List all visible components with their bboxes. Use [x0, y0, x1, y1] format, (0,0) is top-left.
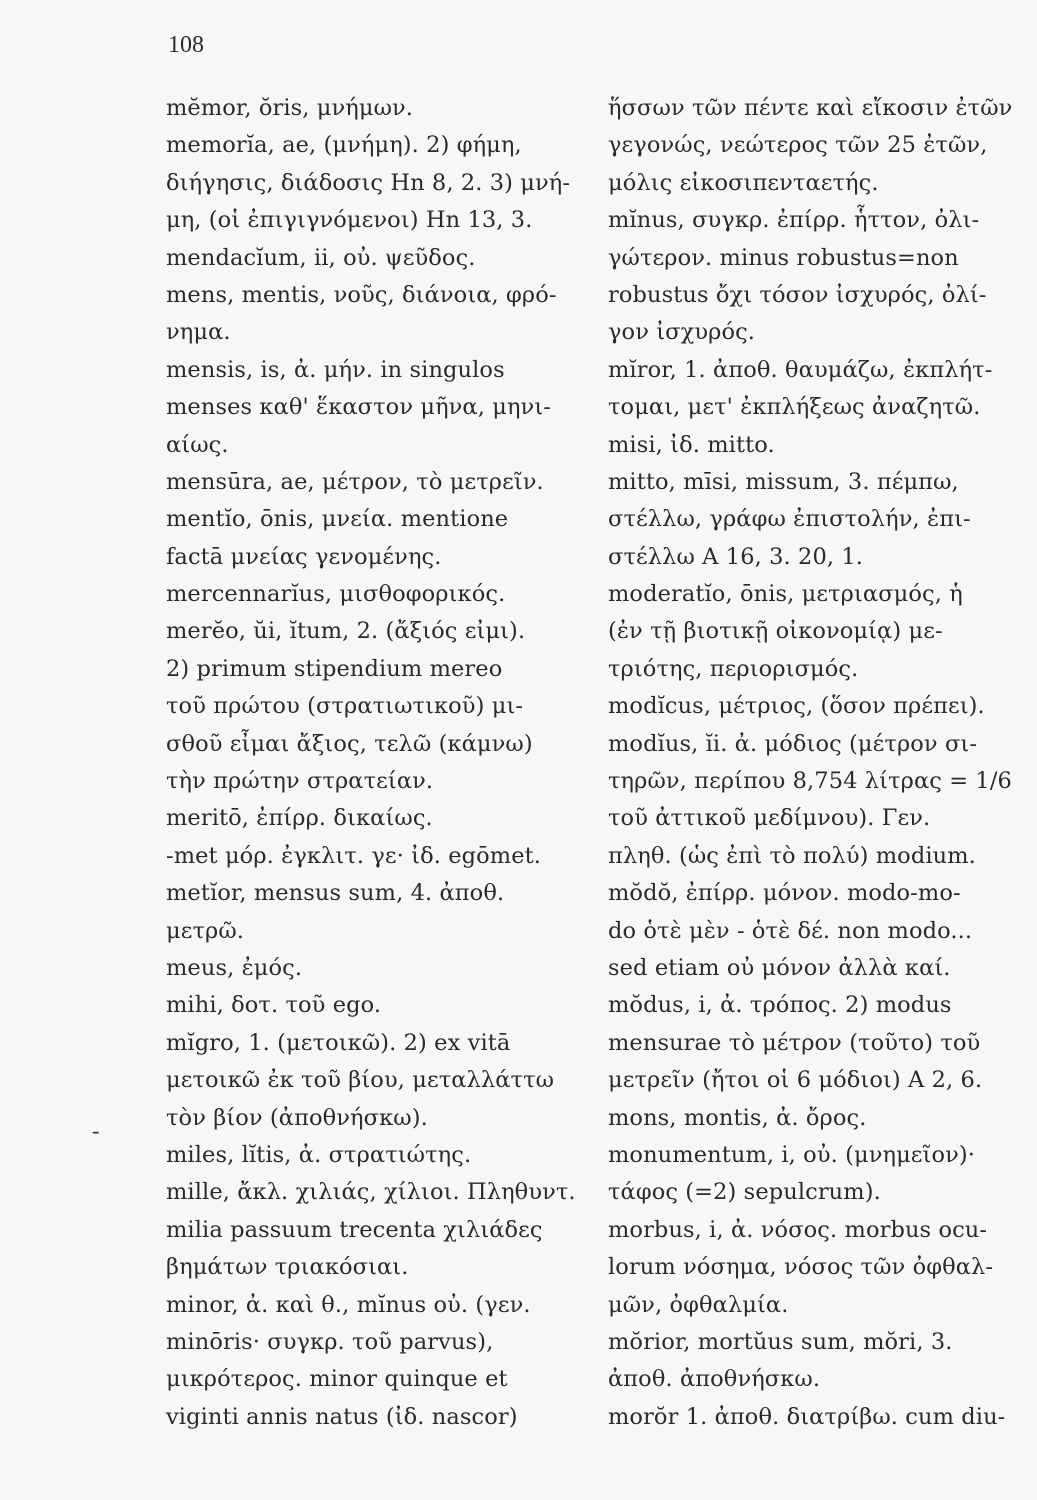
dictionary-line: τοῦ ἀττικοῦ μεδίμνου). Γεν.: [608, 805, 931, 832]
dictionary-line: μῶν, ὀφθαλμία.: [608, 1291, 789, 1318]
page-number: 108: [168, 32, 204, 58]
dictionary-line: τοῦ πρώτου (στρατιωτικοῦ) μι-: [166, 693, 524, 720]
dictionary-line: γώτερον. minus robustus=non: [608, 244, 959, 271]
dictionary-line: mĭror, 1. ἀποθ. θαυμάζω, ἐκπλήτ-: [608, 356, 993, 383]
dictionary-line: μικρότερος. minor quinque et: [166, 1366, 508, 1393]
dictionary-line: modĭus, ĭi. ἀ. μόδιος (μέτρον σι-: [608, 730, 978, 757]
dictionary-line: mons, montis, ἀ. ὄρος.: [608, 1104, 867, 1131]
dictionary-line: mentĭo, ōnis, μνεία. mentione: [166, 506, 509, 533]
dictionary-line: mens, mentis, νοῦς, διάνοια, φρό-: [166, 281, 557, 308]
dictionary-line: mŏdŏ, ἐπίρρ. μόνον. modo-mo-: [608, 880, 961, 907]
dictionary-line: meritō, ἐπίρρ. δικαίως.: [166, 805, 433, 832]
dictionary-line: mille, ἄκλ. χιλιάς, χίλιοι. Πληθυντ.: [166, 1179, 576, 1206]
dictionary-line: -met μόρ. ἐγκλιτ. γε· ἰδ. egōmet.: [166, 842, 542, 869]
right-column: [608, 90, 1026, 1436]
dictionary-line: μόλις εἰκοσιπενταετής.: [608, 169, 879, 196]
dictionary-line: mihi, δοτ. τοῦ ego.: [166, 992, 382, 1019]
dictionary-line: 2) primum stipendium mereo: [166, 655, 503, 682]
dictionary-line: viginti annis natus (ἰδ. nascor): [166, 1403, 518, 1430]
margin-mark: -: [92, 1118, 100, 1143]
dictionary-line: mercennarĭus, μισθοφορικός.: [166, 581, 506, 608]
dictionary-line: mitto, mīsi, missum, 3. πέμπω,: [608, 468, 959, 495]
dictionary-line: minor, ἀ. καὶ θ., mĭnus οὐ. (γεν.: [166, 1291, 531, 1318]
dictionary-line: monumentum, i, οὐ. (μνημεῖον)·: [608, 1141, 976, 1168]
dictionary-line: robustus ὄχι τόσον ἰσχυρός, ὀλί-: [608, 281, 987, 308]
dictionary-line: modĭcus, μέτριος, (ὅσον πρέπει).: [608, 693, 985, 720]
dictionary-line: τάφος (=2) sepulcrum).: [608, 1179, 881, 1206]
dictionary-line: memorĭa, ae, (μνήμη). 2) φήμη,: [166, 132, 522, 159]
dictionary-line: σθοῦ εἶμαι ἄξιος, τελῶ (κάμνω): [166, 730, 533, 757]
dictionary-line: moderatĭo, ōnis, μετριασμός, ἡ: [608, 581, 963, 608]
dictionary-line: βημάτων τριακόσιαι.: [166, 1254, 409, 1281]
dictionary-line: νημα.: [166, 319, 231, 346]
dictionary-line: merĕo, ŭi, ĭtum, 2. (ἄξιός εἰμι).: [166, 618, 526, 645]
dictionary-line: mĕmor, ŏris, μνήμων.: [166, 95, 414, 121]
dictionary-line: morŏr 1. ἀποθ. διατρίβω. cum diu-: [608, 1403, 1006, 1430]
dictionary-line: metĭor, mensus sum, 4. ἀποθ.: [166, 880, 505, 907]
dictionary-line: sed etiam οὐ μόνον ἀλλὰ καί.: [608, 954, 951, 981]
dictionary-line: πληθ. (ὡς ἐπὶ τὸ πολύ) modium.: [608, 842, 976, 869]
left-column: [166, 90, 586, 1436]
dictionary-line: τὸν βίον (ἀποθνήσκω).: [166, 1104, 428, 1131]
dictionary-line: τὴν πρώτην στρατείαν.: [166, 768, 434, 795]
dictionary-line: τηρῶν, περίπου 8,754 λίτρας = 1/6: [608, 768, 1012, 795]
dictionary-line: στέλλω A 16, 3. 20, 1.: [608, 543, 864, 570]
dictionary-line: τριότης, περιορισμός.: [608, 655, 859, 682]
dictionary-line: διήγησις, διάδοσις Hn 8, 2. 3) μνή-: [166, 169, 571, 196]
dictionary-line: minōris· συγκρ. τοῦ parvus),: [166, 1328, 494, 1355]
dictionary-line: do ὁτὲ μὲν - ὁτὲ δέ. non modo...: [608, 917, 973, 944]
dictionary-line: meus, ἐμός.: [166, 954, 303, 981]
dictionary-line: morbus, i, ἀ. νόσος. morbus ocu-: [608, 1216, 988, 1243]
dictionary-line: γεγονώς, νεώτερος τῶν 25 ἐτῶν,: [608, 132, 988, 159]
dictionary-line: menses καθ' ἕκαστον μῆνα, μηνι-: [166, 394, 551, 421]
dictionary-line: lorum νόσημα, νόσος τῶν ὀφθαλ-: [608, 1254, 994, 1281]
dictionary-line: (ἐν τῇ βιοτικῇ οἰκονομίᾳ) με-: [608, 618, 943, 645]
dictionary-line: μετοικῶ ἐκ τοῦ βίου, μεταλλάττω: [166, 1067, 555, 1094]
dictionary-line: αίως.: [166, 431, 229, 458]
dictionary-line: μη, (οἱ ἐπιγιγνόμενοι) Hn 13, 3.: [166, 207, 533, 234]
dictionary-line: milia passuum trecenta χιλιάδες: [166, 1216, 543, 1243]
dictionary-line: mŏdus, i, ἀ. τρόπος. 2) modus: [608, 992, 952, 1019]
dictionary-line: factā μνείας γενομένης.: [166, 543, 442, 570]
dictionary-line: στέλλω, γράφω ἐπιστολήν, ἐπι-: [608, 506, 971, 533]
dictionary-line: mŏrior, mortŭus sum, mŏri, 3.: [608, 1328, 953, 1355]
dictionary-line: mendacĭum, ii, οὐ. ψεῦδος.: [166, 244, 476, 271]
dictionary-line: misi, ἰδ. mitto.: [608, 431, 775, 458]
dictionary-line: mĭnus, συγκρ. ἐπίρρ. ἧττον, ὀλι-: [608, 207, 980, 234]
dictionary-line: ἀποθ. ἀποθνήσκω.: [608, 1366, 821, 1393]
dictionary-line: μετρῶ.: [166, 917, 245, 944]
dictionary-line: mensurae τὸ μέτρον (τοῦτο) τοῦ: [608, 1029, 981, 1056]
dictionary-line: τομαι, μετ' ἐκπλήξεως ἀναζητῶ.: [608, 394, 981, 421]
dictionary-line: mensis, is, ἀ. μήν. in singulos: [166, 356, 505, 383]
dictionary-line: ἥσσων τῶν πέντε καὶ εἴκοσιν ἐτῶν: [608, 95, 1013, 121]
dictionary-line: mensūra, ae, μέτρον, τὸ μετρεῖν.: [166, 468, 544, 495]
dictionary-line: mĭgro, 1. (μετοικῶ). 2) ex vitā: [166, 1029, 511, 1056]
dictionary-line: γον ἰσχυρός.: [608, 319, 756, 346]
dictionary-line: miles, lĭtis, ἀ. στρατιώτης.: [166, 1141, 472, 1168]
dictionary-line: μετρεῖν (ἤτοι οἱ 6 μόδιοι) A 2, 6.: [608, 1067, 983, 1094]
